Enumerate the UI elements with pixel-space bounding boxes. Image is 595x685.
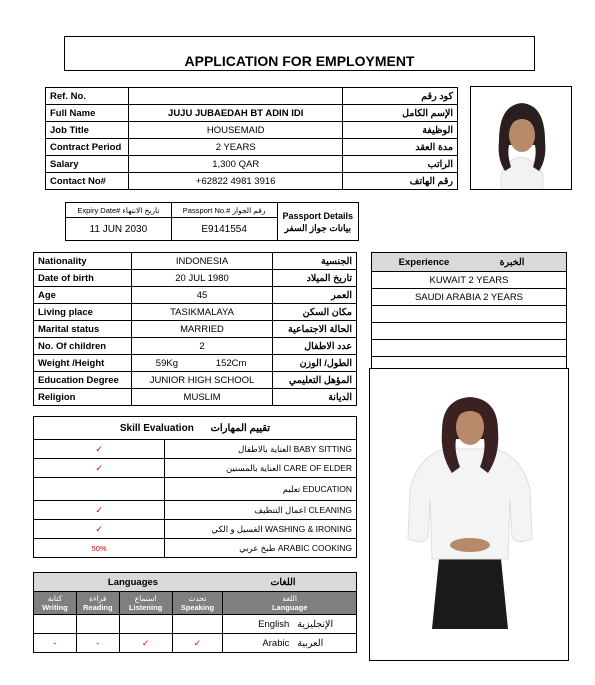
top-info-row — [46, 122, 458, 139]
top-info-row — [46, 156, 458, 173]
languages-title-en: Languages — [107, 576, 159, 588]
top-info-label: Salary — [46, 156, 129, 173]
height-value: 152Cm — [215, 357, 247, 369]
arabic-speaking: ✓ — [172, 634, 223, 653]
experience-table — [371, 252, 567, 374]
marital-status-label-ar: الحالة الاجتماعية — [273, 321, 357, 338]
living-place-value: TASIKMALAYA — [131, 304, 272, 321]
top-info-value — [128, 88, 342, 105]
skill-mark: ✓ — [34, 459, 165, 478]
top-info-label-ar: مدة العقد — [343, 139, 458, 156]
col-reading-ar: قراءة — [89, 594, 107, 603]
col-listening-en: Listening — [128, 603, 163, 612]
english-ar: الإنجليزية — [297, 618, 334, 630]
experience-header — [372, 253, 567, 272]
children-label: No. Of children — [34, 338, 132, 355]
children-label-ar: عدد الاطفال — [273, 338, 357, 355]
english-language — [223, 615, 357, 634]
top-info-value: JUJU JUBAEDAH BT ADIN IDI — [128, 105, 342, 122]
skill-mark: ✓ — [34, 520, 165, 539]
passport-number-value: E9141554 — [171, 218, 277, 241]
experience-row — [372, 306, 567, 323]
experience-title-en: Experience — [398, 256, 450, 268]
skills-header — [34, 417, 357, 440]
top-info-label-ar: الراتب — [343, 156, 458, 173]
personal-details-table — [33, 252, 357, 406]
applicant-photo-small — [470, 86, 572, 190]
col-writing-ar: كتابة — [47, 594, 63, 603]
marital-status-label: Marital status — [34, 321, 132, 338]
weight-height-label: Weight /Height — [34, 355, 132, 372]
top-info-row — [46, 88, 458, 105]
english-speaking — [172, 615, 223, 634]
living-place-label-ar: مكان السكن — [273, 304, 357, 321]
dob-label: Date of birth — [34, 270, 132, 287]
english-reading — [76, 615, 119, 634]
experience-entry — [372, 340, 567, 357]
skill-label: تعليم EDUCATION — [165, 478, 357, 501]
arabic-en: Arabic — [262, 637, 290, 649]
col-listening-ar: استماع — [134, 594, 157, 603]
english-listening — [119, 615, 172, 634]
passport-title-ar: بيانات جواز السفر — [284, 222, 352, 233]
top-info-value: 1,300 QAR — [128, 156, 342, 173]
living-place-label: Living place — [34, 304, 132, 321]
col-language-en: Language — [271, 603, 308, 612]
skills-title-en: Skill Evaluation — [119, 422, 194, 434]
experience-row — [372, 323, 567, 340]
arabic-writing: - — [34, 634, 77, 653]
expiry-date-label: Expiry Date# تاريخ الانتهاء — [66, 203, 172, 218]
weight-height-label-ar: الطول/ الوزن — [273, 355, 357, 372]
experience-row — [372, 340, 567, 357]
top-info-label: Full Name — [46, 105, 129, 122]
top-info-value: HOUSEMAID — [128, 122, 342, 139]
weight-height-value — [131, 355, 272, 372]
top-info-label: Contract Period — [46, 139, 129, 156]
weight-value: 59Kg — [155, 357, 178, 369]
col-writing-en: Writing — [42, 603, 68, 612]
col-speaking-ar: تحدث — [188, 594, 207, 603]
education-value: JUNIOR HIGH SCHOOL — [131, 372, 272, 389]
languages-title-ar: اللغات — [270, 576, 296, 588]
experience-title-ar: الخبرة — [499, 256, 525, 268]
top-info-label: Contact No# — [46, 173, 129, 190]
skill-label: اعمال التنظيف CLEANING — [165, 501, 357, 520]
top-info-label-ar: الوظيفة — [343, 122, 458, 139]
skill-label: الغسيل و الكي WASHING & IRONING — [165, 520, 357, 539]
experience-entry — [372, 323, 567, 340]
col-writing — [34, 592, 77, 615]
nationality-label: Nationality — [34, 253, 132, 270]
arabic-listening: ✓ — [119, 634, 172, 653]
nationality-label-ar: الجنسية — [273, 253, 357, 270]
religion-label-ar: الديانة — [273, 389, 357, 406]
skill-label: العناية بالاطفال BABY SITTING — [165, 440, 357, 459]
experience-entry: KUWAIT 2 YEARS — [372, 272, 567, 289]
top-info-row — [46, 173, 458, 190]
top-info-label-ar: كود رقم — [343, 88, 458, 105]
marital-status-value: MARRIED — [131, 321, 272, 338]
top-info-value: +62822 4981 3916 — [128, 173, 342, 190]
top-info-row — [46, 105, 458, 122]
age-label: Age — [34, 287, 132, 304]
passport-number-label: Passport No.# رقم الجواز — [171, 203, 277, 218]
arabic-ar: العربية — [297, 637, 324, 649]
languages-table — [33, 572, 357, 653]
nationality-value: INDONESIA — [131, 253, 272, 270]
col-speaking-en: Speaking — [180, 603, 215, 612]
skill-mark — [34, 478, 165, 501]
languages-header — [34, 573, 357, 592]
top-info-label: Job Title — [46, 122, 129, 139]
arabic-language — [223, 634, 357, 653]
page-title: APPLICATION FOR EMPLOYMENT — [64, 36, 535, 71]
top-info-table — [45, 87, 458, 190]
skill-label: العناية بالمسنين CARE OF ELDER — [165, 459, 357, 478]
passport-details-heading — [277, 203, 358, 241]
skills-table — [33, 416, 357, 558]
dob-value: 20 JUL 1980 — [131, 270, 272, 287]
skills-title-ar: تقييم المهارات — [210, 422, 271, 434]
experience-row — [372, 272, 567, 289]
col-reading — [76, 592, 119, 615]
top-info-label-ar: الإسم الكامل — [343, 105, 458, 122]
top-info-row — [46, 139, 458, 156]
col-speaking — [172, 592, 223, 615]
skill-mark: ✓ — [34, 440, 165, 459]
col-language — [223, 592, 357, 615]
top-info-value: 2 YEARS — [128, 139, 342, 156]
english-writing — [34, 615, 77, 634]
children-value: 2 — [131, 338, 272, 355]
passport-table — [65, 202, 359, 241]
dob-label-ar: تاريخ الميلاد — [273, 270, 357, 287]
expiry-date-value: 11 JUN 2030 — [66, 218, 172, 241]
col-listening — [119, 592, 172, 615]
skill-mark: 50% — [34, 539, 165, 558]
education-label-ar: المؤهل التعليمي — [273, 372, 357, 389]
religion-label: Religion — [34, 389, 132, 406]
english-en: English — [258, 618, 290, 630]
age-label-ar: العمر — [273, 287, 357, 304]
passport-title-en: Passport Details — [282, 210, 354, 221]
experience-entry: SAUDI ARABIA 2 YEARS — [372, 289, 567, 306]
top-info-label: Ref. No. — [46, 88, 129, 105]
experience-row — [372, 289, 567, 306]
age-value: 45 — [131, 287, 272, 304]
col-language-ar: اللغة — [282, 594, 297, 603]
arabic-reading: - — [76, 634, 119, 653]
religion-value: MUSLIM — [131, 389, 272, 406]
education-label: Education Degree — [34, 372, 132, 389]
col-reading-en: Reading — [82, 603, 113, 612]
experience-entry — [372, 306, 567, 323]
skill-label: طبخ عربي ARABIC COOKING — [165, 539, 357, 558]
applicant-photo-full — [369, 368, 569, 661]
skill-mark: ✓ — [34, 501, 165, 520]
top-info-label-ar: رقم الهاتف — [343, 173, 458, 190]
